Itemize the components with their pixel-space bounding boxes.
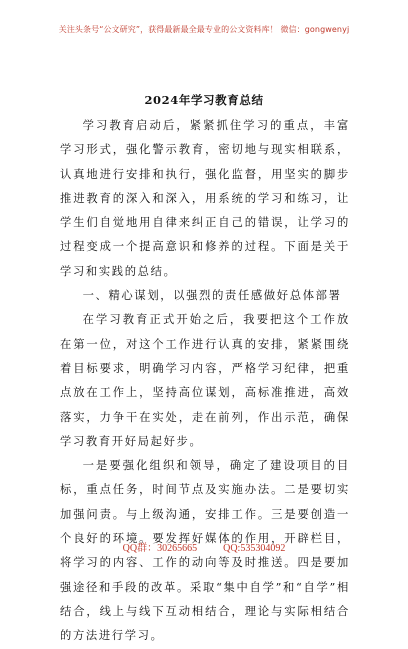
- section-heading: 一、精心谋划，以强烈的责任感做好总体部署: [82, 289, 342, 303]
- footer-qq: QQ:535304092: [223, 543, 286, 554]
- document-title: 2024年学习教育总结: [144, 93, 264, 107]
- body-paragraph: 在学习教育正式开始之后，我要把这个工作放在第一位，对这个工作进行认真的安排，紧紧围绕着目标要求，明确学习内容，严格学习纪律，把重点放在工作上，坚持高位谋划，高标准推进，高效落实，力争干在实处，走在前列，作出示范，确保学习教育开好局起好步。: [60, 313, 350, 448]
- footer-qq-group: QQ群：30265665: [122, 543, 198, 554]
- header-promo-text: 关注头条号“公文研究”，获得最新最全最专业的公文资料库！ 微信：gongwenyj: [58, 25, 350, 34]
- body-paragraph: 一是要强化组织和领导，确定了建设项目的目标，重点任务，时间节点及实施办法。二是要切实加强问责。与上级沟通，安排工作。三是要创造一个良好的环境。要发挥好媒体的作用，开辟栏目，将学习的内容、工作的动向等及时推送。四是要加强途径和手段的改革。采取“集中自学”和“自学”相结合，线上与线下互动相结合，理论与实际相结合的方法进行学习。: [60, 459, 350, 643]
- intro-paragraph: 学习教育启动后，紧紧抓住学习的重点，丰富学习形式，强化警示教育，密切地与现实相联系，认真地进行安排和执行，强化监督，用坚实的脚步推进教育的深入和深入，用系统的学习和练习，让学生们自觉地用自律来纠正自己的错误，让学习的过程变成一个提高意识和修养的过程。下面是关于学习和实践的总结。: [60, 119, 350, 278]
- footer-contact: [0, 539, 408, 554]
- document-body: [60, 114, 350, 649]
